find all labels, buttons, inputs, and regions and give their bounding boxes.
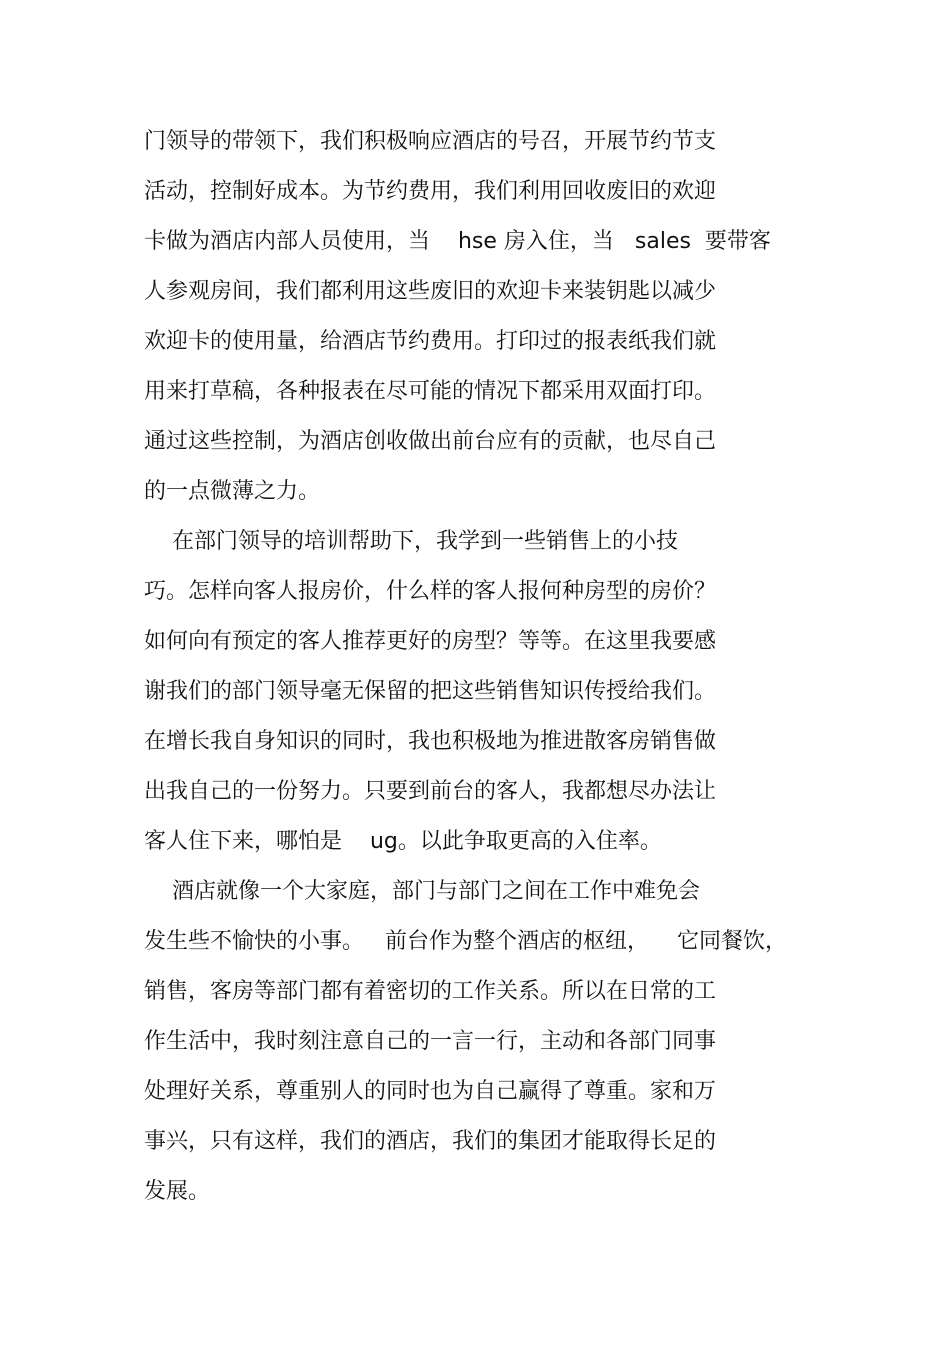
body-text-line: 如何向有预定的客人推荐更好的房型？等等。在这里我要感 [144,629,717,654]
body-text-line: 卡做为酒店内部人员使用，当 hse 房入住，当 sales 要带客 [144,229,771,254]
body-text-line: 发展。 [144,1179,211,1204]
body-text-line: 酒店就像一个大家庭，部门与部门之间在工作中难免会 [144,879,700,904]
body-text-line: 谢我们的部门领导毫无保留的把这些销售知识传授给我们。 [144,679,717,704]
body-text-line: 客人住下来，哪怕是 ug。以此争取更高的入住率。 [144,829,662,854]
body-text-line: 作生活中，我时刻注意自己的一言一行，主动和各部门同事 [144,1029,717,1054]
body-text-line: 欢迎卡的使用量，给酒店节约费用。打印过的报表纸我们就 [144,329,717,354]
body-text-line: 销售，客房等部门都有着密切的工作关系。所以在日常的工 [144,979,717,1004]
body-text-line: 在部门领导的培训帮助下，我学到一些销售上的小技 [144,529,678,554]
body-text-line: 发生些不愉快的小事。 前台作为整个酒店的枢纽， 它同餐饮， [144,929,787,954]
body-text-line: 出我自己的一份努力。只要到前台的客人，我都想尽办法让 [144,779,717,804]
body-text-line: 巧。怎样向客人报房价，什么样的客人报何种房型的房价？ [144,579,717,604]
body-text-line: 人参观房间，我们都利用这些废旧的欢迎卡来装钥匙以减少 [144,279,717,304]
body-text-line: 通过这些控制，为酒店创收做出前台应有的贡献，也尽自己 [144,429,717,454]
body-text-line: 门领导的带领下，我们积极响应酒店的号召，开展节约节支 [144,129,717,154]
body-text-line: 事兴，只有这样，我们的酒店，我们的集团才能取得长足的 [144,1129,717,1154]
body-text-line: 活动，控制好成本。为节约费用，我们利用回收废旧的欢迎 [144,179,717,204]
body-text-line: 的一点微薄之力。 [144,479,321,504]
body-text-line: 用来打草稿，各种报表在尽可能的情况下都采用双面打印。 [144,379,717,404]
body-text-line: 处理好关系，尊重别人的同时也为自己赢得了尊重。家和万 [144,1079,717,1104]
body-text-line: 在增长我自身知识的同时，我也积极地为推进散客房销售做 [144,729,717,754]
